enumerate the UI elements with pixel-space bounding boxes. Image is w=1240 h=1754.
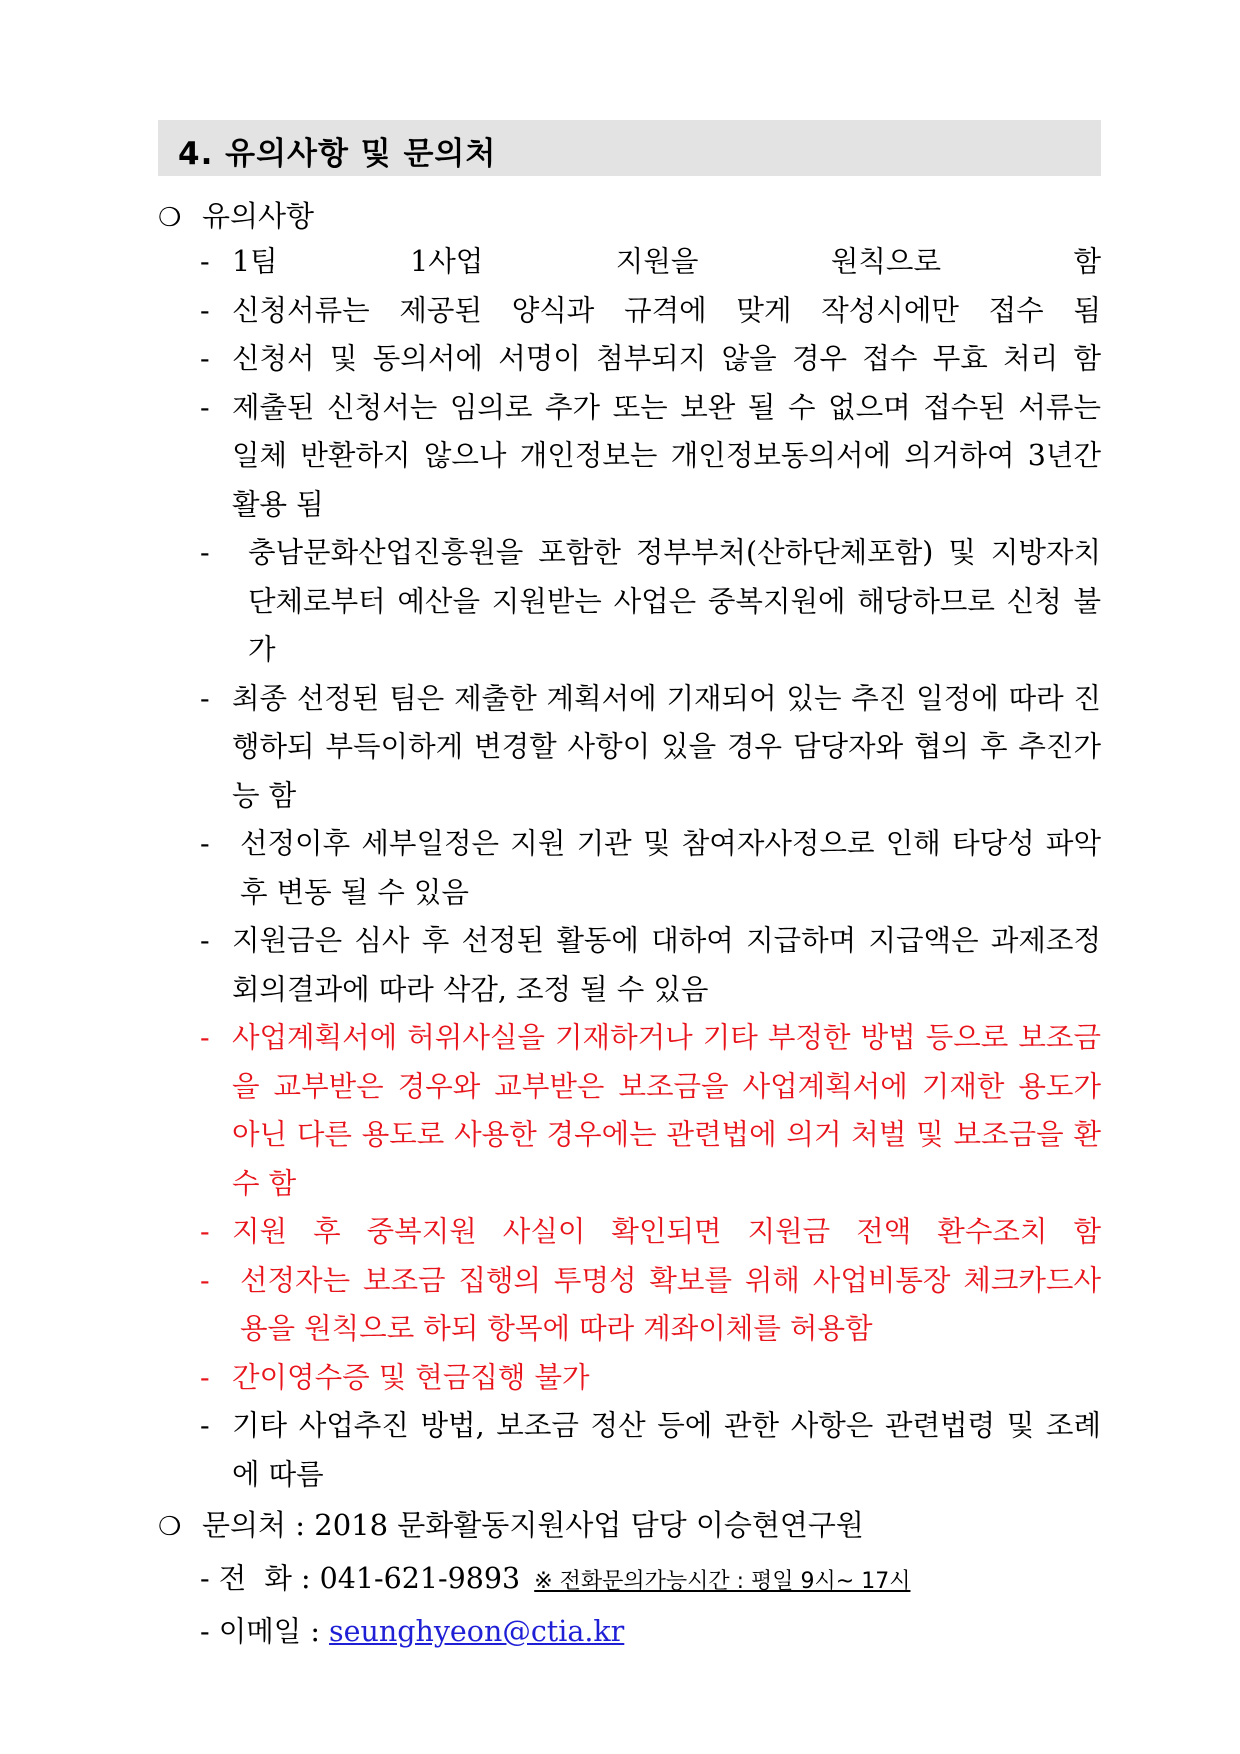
dash-bullet: - <box>200 681 210 715</box>
section-title: 4. 유의사항 및 문의처 <box>178 136 497 172</box>
circle-bullet-icon: ❍ <box>158 203 182 233</box>
contact-heading <box>158 1505 864 1547</box>
dash-bullet: - <box>200 1021 210 1054</box>
dash-bullet: - <box>200 1215 210 1248</box>
list-item: - 사업계획서에 허위사실을 기재하거나 기타 부정한 방법 등으로 보조금을 교부받은 경우와 교부받은 보조금을 사업계획서에 기재한 용도가 아닌 다른 용도로 사용한 경우에는 관련법에 의거 처벌 및 보조금을 환수 함 <box>200 1014 1101 1208</box>
phone-number: 041-621-9893 <box>319 1562 521 1595</box>
list-item: - 1팀 1사업 지원을 원칙으로 함 <box>200 238 1101 287</box>
dash-bullet: - <box>200 1562 210 1595</box>
section-header-bar <box>158 120 1101 176</box>
contact-heading-label: 문의처 : 2018 문화활동지원사업 담당 이승현연구원 <box>202 1508 864 1542</box>
notes-heading-label: 유의사항 <box>202 199 315 233</box>
dash-bullet: - <box>200 827 210 860</box>
dash-bullet: - <box>200 245 210 278</box>
list-item: - 최종 선정된 팀은 제출한 계획서에 기재되어 있는 추진 일정에 따라 진행하되 부득이하게 변경할 사항이 있을 경우 담당자와 협의 후 추진가능 함 <box>200 675 1101 821</box>
list-item: - 충남문화산업진흥원을 포함한 정부부처(산하단체포함) 및 지방자치단체로부터 예산을 지원받는 사업은 중복지원에 해당하므로 신청 불가 <box>200 529 1101 675</box>
dash-bullet: - <box>200 924 210 957</box>
phone-hours-note: ※ 전화문의가능시간 : 평일 9시~ 17시 <box>534 1569 911 1594</box>
list-item: - 간이영수증 및 현금집행 불가 <box>200 1354 1101 1403</box>
list-item: - 지원금은 심사 후 선정된 활동에 대하여 지급하며 지급액은 과제조정회의결과에 따라 삭감, 조정 될 수 있음 <box>200 917 1101 1014</box>
email-link[interactable]: seunghyeon@ctia.kr <box>329 1615 625 1648</box>
notes-heading <box>158 196 314 238</box>
circle-bullet-icon: ❍ <box>158 1512 182 1542</box>
dash-bullet: - <box>200 1615 210 1648</box>
list-item: - 선정자는 보조금 집행의 투명성 확보를 위해 사업비통장 체크카드사용을 원칙으로 하되 항목에 따라 계좌이체를 허용함 <box>200 1257 1101 1354</box>
email-line <box>200 1610 624 1654</box>
list-item: - 신청서류는 제공된 양식과 규격에 맞게 작성시에만 접수 됨 <box>200 287 1101 336</box>
email-label: 이메일 : <box>218 1615 330 1648</box>
list-item: - 선정이후 세부일정은 지원 기관 및 참여자사정으로 인해 타당성 파악 후 변동 될 수 있음 <box>200 820 1101 917</box>
dash-bullet: - <box>200 1360 210 1394</box>
dash-bullet: - <box>200 1263 210 1297</box>
list-item: - 기타 사업추진 방법, 보조금 정산 등에 관한 사항은 관련법령 및 조례에 따름 <box>200 1402 1101 1499</box>
phone-line <box>200 1557 910 1604</box>
notes-list <box>200 238 1101 1499</box>
dash-bullet: - <box>200 293 210 327</box>
dash-bullet: - <box>200 390 210 424</box>
dash-bullet: - <box>200 1409 210 1442</box>
dash-bullet: - <box>200 342 210 375</box>
dash-bullet: - <box>200 536 210 569</box>
list-item: - 신청서 및 동의서에 서명이 첨부되지 않을 경우 접수 무효 처리 함 <box>200 335 1101 384</box>
list-item: - 지원 후 중복지원 사실이 확인되면 지원금 전액 환수조치 함 <box>200 1208 1101 1257</box>
phone-label: 전 화 : <box>218 1562 320 1595</box>
list-item: - 제출된 신청서는 임의로 추가 또는 보완 될 수 없으며 접수된 서류는 일체 반환하지 않으나 개인정보는 개인정보동의서에 의거하여 3년간 활용 됨 <box>200 384 1101 530</box>
